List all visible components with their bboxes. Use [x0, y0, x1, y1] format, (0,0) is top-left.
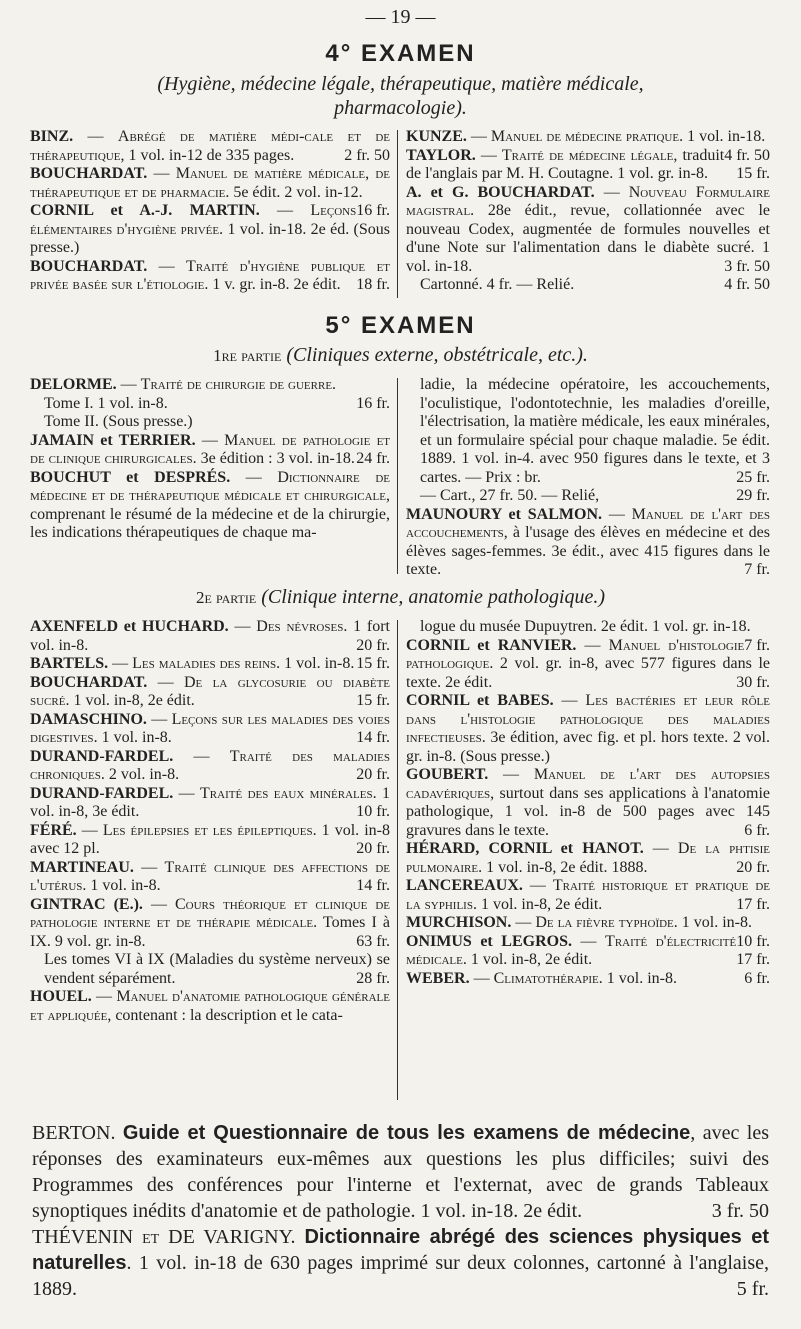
book-details: , contenant : la description et le cata-: [107, 1006, 343, 1024]
part-2-left-column: [30, 618, 390, 1025]
book-details: , avec les réponses des examinateurs eux-mêmes aux questions les plus difficiles; suivi des Programmes des conférences pour l'interne et l'externat, avec de grands Tableaux synoptiques inédits d'anatomie et de pathologie. 1 vol. in-18. 2e édit.: [32, 1122, 769, 1222]
book-entry: [30, 395, 390, 414]
book-entry: [30, 202, 390, 258]
book-entry: [406, 376, 770, 487]
book-entry: [30, 674, 390, 711]
dash: —: [594, 183, 629, 201]
book-details: .: [332, 376, 337, 393]
book-details: ladie, la médecine opératoire, les accouchements, l'oculistique, l'odontotechnie, les maladies d'oreille, l'électrisation, la matière médicale, les eaux minérales, et un formulaire spécial pour chaque maladie. 5e édit. 1889. 1 vol. in-4. avec 950 figures dans le texte, et 3 cartes. — Prix : br.: [420, 376, 770, 486]
price: 24 fr.: [356, 450, 390, 467]
book-entry: [30, 432, 390, 469]
part-2-label: 2e partie: [195, 588, 257, 607]
book-details: . 1 vol. in-8, 2e édit.: [65, 692, 195, 709]
author: BOUCHARDAT.: [30, 673, 148, 691]
dash: —: [466, 128, 491, 145]
section-4-subtitle-line1: (Hygiène, médecine légale, thérapeutique, matière médicale,: [157, 73, 644, 95]
dash: —: [571, 932, 606, 950]
book-details: . 2 vol. gr. in-8, avec 577 figures dans le texte. 2e édit.: [406, 655, 770, 691]
author: TAYLOR.: [406, 146, 476, 164]
book-details: Tome II. (Sous presse.): [44, 413, 193, 430]
dash: —: [133, 858, 165, 876]
book-entry: [30, 376, 390, 395]
section-5-title: 5° EXAMEN: [325, 312, 476, 339]
dash: —: [488, 766, 534, 783]
price: 15 fr.: [356, 655, 390, 672]
book-title: Abrégé de matière médi-cale et de thérapeutique: [30, 128, 390, 164]
author: A. et G. BOUCHARDAT.: [406, 183, 595, 201]
book-details: . Tomes I à IX. 9 vol. gr. in-8.: [30, 914, 390, 950]
price: 29 fr.: [736, 487, 770, 504]
dash: —: [173, 784, 201, 802]
price: 30 fr.: [736, 673, 770, 691]
dash: —: [576, 636, 609, 654]
part-2-text: (Clinique interne, anatomie pathologique.): [261, 586, 606, 608]
book-title: Traité des maladies chroniques: [30, 747, 390, 783]
dash: —: [511, 914, 536, 931]
author: DURAND-FARDEL.: [30, 747, 174, 765]
book-details: . 1 vol. in-8.: [598, 969, 677, 987]
book-entry: [406, 970, 770, 989]
book-title: Leçons sur les maladies des voies digestives: [30, 710, 391, 746]
author: JAMAIN et TERRIER.: [30, 431, 196, 449]
book-title: Traité de chirurgie de guerre: [140, 376, 333, 393]
book-entry: [406, 506, 770, 580]
author: AXENFELD et HUCHARD.: [30, 618, 229, 635]
section-4-right-column: [406, 128, 770, 295]
section-4-subtitle-line2: pharmacologie).: [334, 97, 467, 119]
book-entry: [30, 469, 390, 543]
book-details: logue du musée Dupuytren. 2e édit. 1 vol. gr. in-18.: [420, 618, 751, 635]
dash: —: [76, 821, 103, 839]
book-details: . 1 vol. in-8.: [276, 655, 355, 672]
book-entry: [30, 988, 390, 1025]
book-details: , traduit de l'anglais par M. H. Coutagne. 1 vol. gr. in-8.: [406, 146, 725, 182]
price: 20 fr.: [356, 636, 390, 654]
book-details: . 1 vol. in-18. 2e éd. (Sous presse.): [30, 220, 390, 256]
book-entry: [30, 951, 390, 988]
book-details: Cartonné. 4 fr. — Relié.: [420, 276, 575, 293]
price: 14 fr.: [356, 877, 390, 894]
price: 14 fr.: [356, 729, 390, 746]
book-details: . 1 vol. in-8, 3e édit.: [30, 784, 391, 820]
book-details: . 28e édit., revue, collationnée avec le nouveau Codex, augmentée de formules nouvelles et d'une Note sur l'alimentation dans le diabète sucré. 1 vol. in-18.: [406, 202, 770, 275]
book-entry: [406, 877, 770, 914]
book-title: De la glycosurie ou diabète sucré: [30, 673, 391, 709]
book-details: , surtout dans ses applications à l'anatomie pathologique, 1 vol. in-8 de 500 pages avec 145 gravures dans le texte.: [406, 784, 770, 839]
dash: —: [147, 165, 176, 182]
book-title: Manuel de l'art des autopsies cadavériques: [406, 766, 770, 802]
part-1-left-column: [30, 376, 390, 543]
book-entry: [30, 128, 390, 165]
book-entry: [406, 692, 770, 766]
price: 7 fr.: [744, 561, 770, 578]
author: DAMASCHINO.: [30, 710, 147, 728]
book-details: . 1 vol. in-18 de 630 pages imprimé sur deux colonnes, cartonné à l'anglaise, 1889.: [32, 1252, 769, 1300]
book-entry: [30, 711, 390, 748]
dash: —: [522, 877, 553, 894]
dash: —: [469, 969, 494, 987]
author: GOUBERT.: [406, 766, 489, 783]
price: 16 fr.: [356, 394, 390, 412]
price: 20 fr.: [356, 766, 390, 783]
price: 3 fr. 50: [711, 1200, 769, 1222]
book-details: . 1 vol. in-8 avec 12 pl.: [30, 821, 391, 857]
column-divider: [397, 130, 398, 298]
price: 5 fr.: [736, 1278, 769, 1300]
dash: —: [146, 710, 172, 728]
book-entry: [30, 413, 390, 432]
part-1-text: (Cliniques externe, obstétricale, etc.).: [286, 344, 588, 366]
price: 63 fr.: [356, 932, 390, 950]
price: 18 fr.: [356, 276, 390, 293]
book-title: Manuel d'anatomie pathologique générale et appliquée: [30, 988, 390, 1024]
author: BOUCHUT et DESPRÉS.: [30, 468, 231, 486]
book-details: . 1 vol. in-8.: [673, 914, 752, 931]
part-1-label: 1re partie: [213, 346, 282, 365]
book-title: Manuel d'histologie pathologique: [406, 636, 745, 672]
author: BARTELS.: [30, 655, 109, 672]
book-title: Leçons élémentaires d'hygiène privée: [30, 202, 357, 238]
book-entry: [406, 487, 770, 506]
book-entry: [32, 1224, 769, 1302]
page-number: — 19 —: [365, 6, 436, 28]
author: GINTRAC (E.).: [30, 895, 143, 913]
book-details: , 1 vol. in-12 de 335 pages.: [120, 146, 295, 164]
price: 4 fr. 50: [724, 276, 770, 293]
author: KUNZE.: [406, 128, 467, 145]
author: THÉVENIN et DE VARIGNY.: [32, 1226, 296, 1248]
dash: —: [602, 505, 632, 523]
book-details: . 1 vol. in-18.: [679, 128, 766, 145]
book-title: Guide et Questionnaire de tous les examens de médecine: [122, 1122, 691, 1144]
book-entry: [30, 258, 390, 295]
price: 15 fr.: [736, 165, 770, 182]
book-title: Traité clinique des affections de l'utérus: [30, 858, 391, 894]
dash: —: [108, 655, 133, 672]
price: 10 fr.: [736, 932, 770, 950]
dash: —: [228, 618, 257, 635]
dash: —: [147, 257, 187, 275]
dash: —: [91, 988, 117, 1005]
book-title: Manuel de matière médicale, de thérapeutique et de pharmacie: [30, 165, 390, 201]
dash: —: [475, 146, 502, 164]
section-4-left-column: [30, 128, 390, 295]
author: CORNIL et RANVIER.: [406, 636, 577, 654]
author: ONIMUS et LEGROS.: [406, 932, 572, 950]
part-1-right-column: [406, 376, 770, 580]
book-title: Les épilepsies et les épileptiques: [102, 821, 313, 839]
book-title: Manuel de pathologie et de clinique chirurgicales: [30, 431, 391, 467]
author: HOUEL.: [30, 988, 92, 1005]
author: LANCEREAUX.: [406, 877, 523, 894]
author: BERTON.: [32, 1122, 116, 1144]
book-details: . 1 vol. in-8.: [82, 877, 161, 894]
book-details: . 1 vol. in-8.: [93, 729, 172, 746]
book-details: . 5e édit. 2 vol. in-12.: [225, 183, 363, 201]
dash: —: [259, 202, 311, 219]
dash: —: [116, 376, 141, 393]
book-title: Manuel de l'art des accouchements: [406, 505, 770, 541]
price: 3 fr. 50: [724, 257, 770, 275]
book-title: Dictionnaire abrégé des sciences physiques et naturelles: [32, 1226, 770, 1274]
author: MARTINEAU.: [30, 858, 134, 876]
book-title: Traité d'électricité médicale: [406, 932, 737, 968]
price: 25 fr.: [736, 468, 770, 486]
book-details: Tome I. 1 vol. in-8.: [44, 394, 168, 412]
price: 10 fr.: [356, 803, 390, 820]
price: 2 fr. 50: [344, 146, 390, 164]
book-title: Les bactéries et leur rôle dans l'histologie pathologique des maladies infectieuses: [406, 692, 770, 746]
book-entry: [30, 785, 390, 822]
book-title: Climatothérapie: [493, 969, 599, 987]
dash: —: [173, 747, 230, 765]
book-title: Dictionnaire de médecine et de thérapeutique médicale et chirurgicale: [30, 468, 391, 504]
column-divider: [397, 620, 398, 1100]
price: 16 fr.: [356, 202, 390, 219]
author: MURCHISON.: [406, 914, 512, 931]
book-entry: [30, 859, 390, 896]
book-title: Traité historique et pratique de la syphilis: [406, 877, 770, 913]
book-entry: [30, 655, 390, 674]
price: 20 fr.: [736, 858, 770, 876]
author: BOUCHARDAT.: [30, 165, 148, 182]
book-title: De la phtisie pulmonaire: [406, 840, 771, 876]
part-2-heading: [0, 586, 801, 609]
dash: —: [195, 431, 225, 449]
book-entry: [406, 766, 770, 840]
book-details: . 1 vol. in-8, 2e édit.: [472, 895, 603, 913]
dash: —: [73, 128, 118, 145]
book-entry: [30, 748, 390, 785]
price: 6 fr.: [744, 969, 770, 987]
book-title: Des névroses: [256, 618, 344, 635]
book-details: . 1 v. gr. in-8. 2e édit.: [204, 276, 341, 293]
dash: —: [147, 673, 184, 691]
price: 15 fr.: [356, 692, 390, 709]
book-entry: [32, 1120, 769, 1224]
price: 17 fr.: [736, 895, 770, 913]
author: CORNIL et A.-J. MARTIN.: [30, 202, 260, 219]
dash: —: [230, 468, 278, 486]
book-entry: [406, 184, 770, 277]
author: BINZ.: [30, 128, 74, 145]
author: CORNIL et BABES.: [406, 692, 554, 709]
author: FÉRÉ.: [30, 821, 77, 839]
book-details: . 1 fort vol. in-8.: [30, 618, 390, 654]
book-entry: [406, 276, 770, 295]
book-title: Manuel de médecine pratique: [490, 128, 680, 145]
dash: —: [553, 692, 586, 709]
book-entry: [406, 933, 770, 970]
book-details: Les tomes VI à IX (Maladies du système nerveux) se vendent séparément.: [44, 951, 390, 987]
book-details: , comprenant le résumé de la médecine et de la chirurgie, les indications thérapeutiques de chaque ma-: [30, 487, 390, 541]
author: BOUCHARDAT.: [30, 257, 148, 275]
price: 6 fr.: [744, 821, 770, 839]
price: 28 fr.: [356, 969, 390, 987]
author: DURAND-FARDEL.: [30, 784, 174, 802]
book-entry: [30, 896, 390, 952]
book-title: Traité d'hygiène publique et privée basée sur l'étiologie: [30, 257, 391, 293]
book-details: , à l'usage des élèves en médecine et des élèves sages-femmes. 3e édit., avec 415 figures dans le texte.: [406, 524, 770, 578]
book-details: — Cart., 27 fr. 50. — Relié,: [420, 487, 600, 504]
price: 20 fr.: [356, 840, 390, 857]
part-2-right-column: [406, 618, 770, 988]
book-entry: [30, 822, 390, 859]
dash: —: [142, 895, 175, 913]
book-details: . 2 vol. in-8.: [100, 766, 180, 783]
author: WEBER.: [406, 969, 470, 987]
author: MAUNOURY et SALMON.: [406, 505, 603, 523]
book-details: . 1 vol. in-8, 2e édit.: [462, 951, 593, 968]
book-entry: [406, 840, 770, 877]
book-title: Traité de médecine légale: [501, 146, 674, 164]
book-title: De la fièvre typhoïde: [535, 914, 674, 931]
section-4-title: 4° EXAMEN: [325, 40, 476, 67]
author: HÉRARD, CORNIL et HANOT.: [406, 840, 644, 857]
dash: —: [643, 840, 678, 857]
price: 4 fr. 50: [724, 146, 770, 164]
author: DELORME.: [30, 376, 117, 393]
book-entry: [30, 618, 390, 655]
part-1-heading: [0, 344, 801, 367]
column-divider: [397, 378, 398, 574]
bottom-entries: [32, 1120, 769, 1302]
book-details: . 1 vol. in-8, 2e édit. 1888.: [478, 858, 648, 876]
book-entry: [406, 637, 770, 693]
book-title: Traité des eaux minérales: [200, 784, 373, 802]
price: 7 fr.: [744, 636, 770, 654]
book-title: Nouveau Formulaire magistral: [406, 183, 770, 219]
book-details: . 3e édition, avec fig. et pl. hors texte. 2 vol. gr. in-8. (Sous presse.): [406, 729, 770, 765]
book-details: . 3e édition : 3 vol. in-18.: [192, 450, 355, 467]
book-title: Les maladies des reins: [132, 655, 277, 672]
price: 17 fr.: [736, 951, 770, 968]
book-title: Cours théorique et clinique de pathologie interne et de thérapie médicale: [30, 895, 391, 931]
book-entry: [406, 147, 770, 184]
